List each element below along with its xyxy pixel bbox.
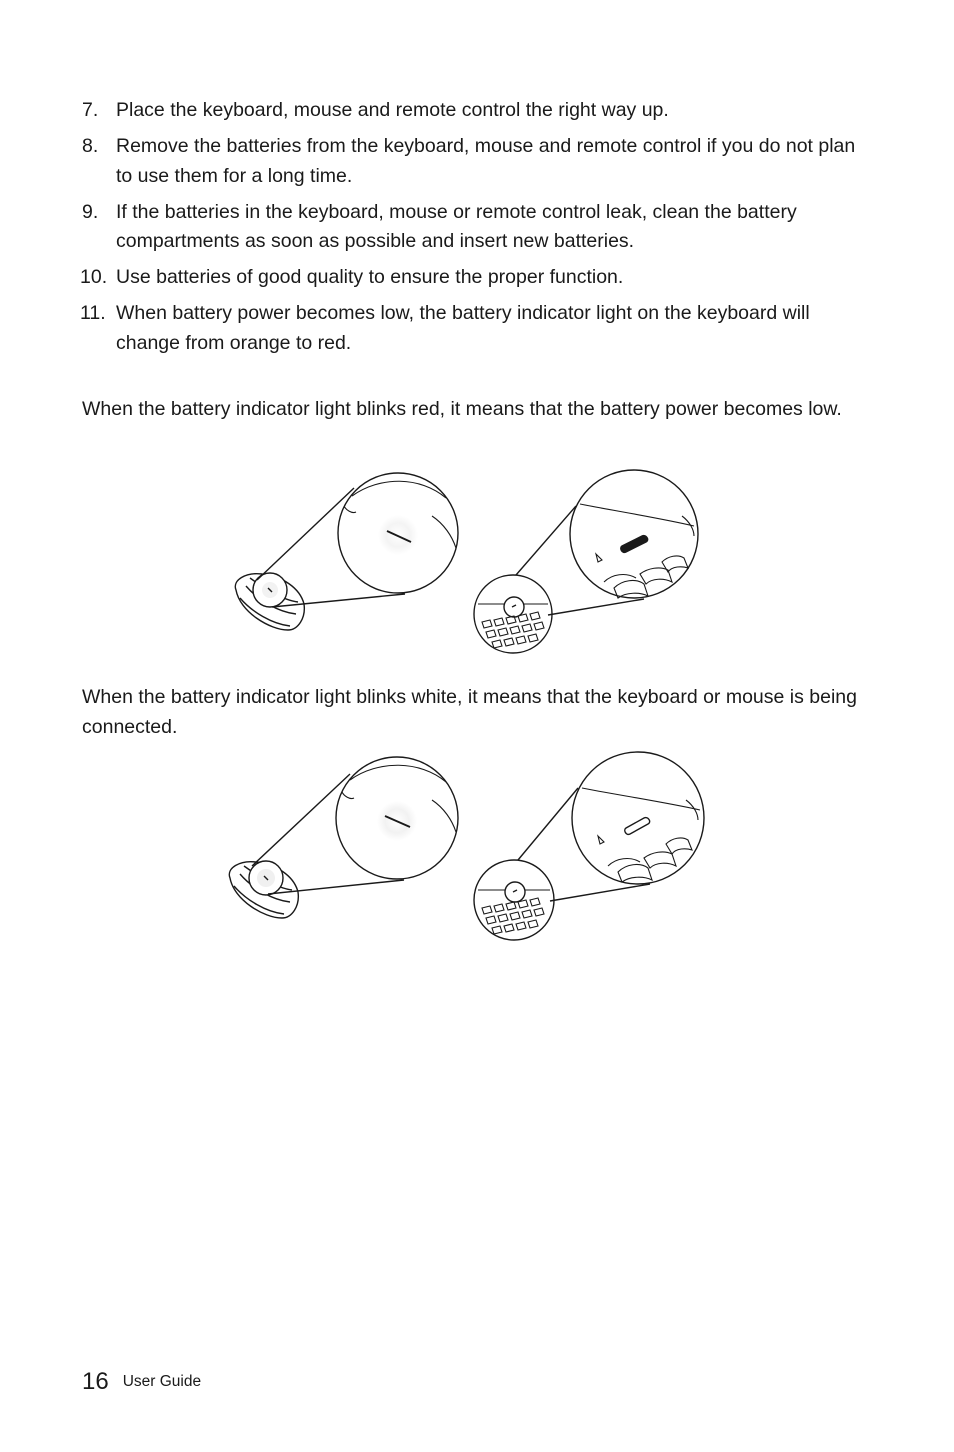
white-indicator-figure <box>0 748 954 948</box>
red-indicator-paragraph: When the battery indicator light blinks red, it means that the battery power becomes low. <box>82 398 842 420</box>
list-text: When battery power becomes low, the battery indicator light on the keyboard will change from orange to red. <box>116 302 810 354</box>
list-number: 7. <box>82 99 99 121</box>
list-item <box>80 132 870 191</box>
list-item <box>80 263 870 293</box>
red-indicator-figure <box>0 462 954 662</box>
list-number: 10. <box>80 266 108 288</box>
list-item <box>80 96 870 126</box>
keyboard-magnifier-icon <box>474 470 698 653</box>
list-text: Remove the batteries from the keyboard, mouse and remote control if you do not plan to use them for a long time. <box>116 135 856 187</box>
list-item <box>80 198 870 257</box>
page-footer <box>82 1368 201 1396</box>
page-number: 16 <box>82 1368 109 1395</box>
mouse-magnifier-icon <box>229 757 458 918</box>
keyboard-magnifier-icon <box>474 752 704 940</box>
mouse-magnifier-icon <box>235 473 458 630</box>
list-item <box>80 299 870 358</box>
list-text: Place the keyboard, mouse and remote control the right way up. <box>116 99 669 121</box>
list-text: Use batteries of good quality to ensure the proper function. <box>116 266 624 288</box>
list-number: 11. <box>80 302 106 324</box>
battery-instructions-list <box>80 96 870 365</box>
footer-label: User Guide <box>122 1373 202 1390</box>
list-text: If the batteries in the keyboard, mouse or remote control leak, clean the battery compartments as soon as possible and insert new batteries. <box>116 200 797 252</box>
white-indicator-paragraph: When the battery indicator light blinks white, it means that the keyboard or mouse is being connected. <box>82 686 857 738</box>
list-number: 8. <box>82 135 99 157</box>
list-number: 9. <box>82 200 99 223</box>
